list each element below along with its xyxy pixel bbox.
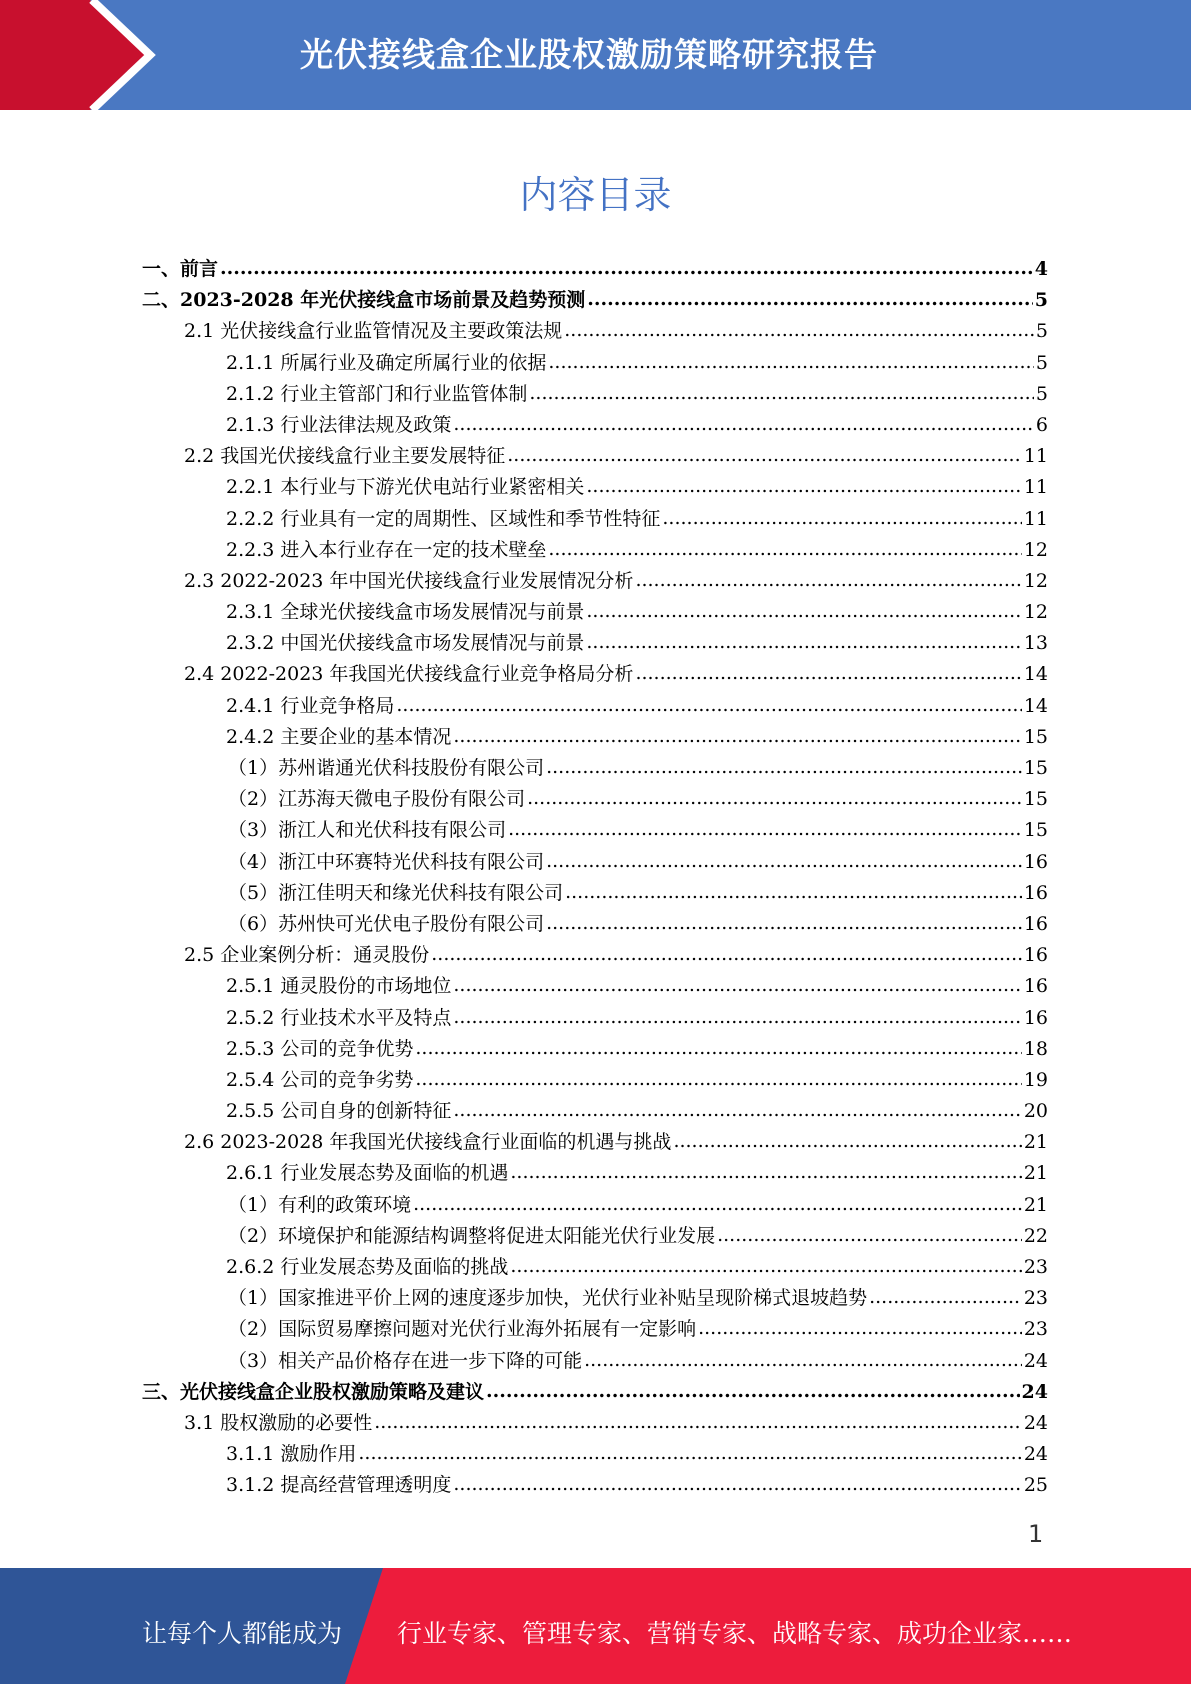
toc-entry[interactable]: [142, 784, 1048, 815]
toc-entry[interactable]: [142, 1252, 1048, 1283]
toc-entry[interactable]: [142, 1408, 1048, 1439]
toc-entry-label: 3.1.1 激励作用: [226, 1443, 357, 1466]
toc-entry-label: 2.1.2 行业主管部门和行业监管体制: [226, 382, 528, 405]
toc-entry[interactable]: [142, 285, 1048, 316]
toc-dot-leader: [586, 596, 1021, 627]
toc-entry-page: 15: [1023, 725, 1048, 748]
toc-entry-page: 16: [1023, 850, 1048, 873]
toc-entry[interactable]: [142, 909, 1048, 940]
toc-entry[interactable]: [142, 628, 1048, 659]
toc-entry[interactable]: [142, 316, 1048, 347]
toc-entry[interactable]: [142, 722, 1048, 753]
toc-entry-page: 20: [1023, 1100, 1048, 1123]
toc-entry[interactable]: [142, 566, 1048, 597]
toc-dot-leader: [431, 939, 1022, 970]
toc-entry-label: 2.5.2 行业技术水平及特点: [226, 1006, 452, 1029]
toc-entry[interactable]: [142, 1377, 1048, 1408]
toc-entry-page: 12: [1023, 569, 1048, 592]
toc-dot-leader: [586, 627, 1021, 658]
toc-entry-label: （1）苏州谐通光伏科技股份有限公司: [228, 757, 545, 779]
toc-entry-label: 2.5.4 公司的竞争劣势: [226, 1068, 414, 1091]
toc-entry-label: 2.2.3 进入本行业存在一定的技术壁垒: [226, 538, 547, 561]
toc-dot-leader: [453, 1002, 1021, 1033]
toc-entry[interactable]: [142, 1283, 1048, 1314]
report-title: 光伏接线盒企业股权激励策略研究报告: [300, 35, 878, 74]
toc-dot-leader: [546, 908, 1022, 939]
toc-dot-leader: [220, 253, 1033, 284]
toc-dot-leader: [453, 721, 1021, 752]
toc-entry[interactable]: [142, 940, 1048, 971]
toc-entry-page: 24: [1023, 1411, 1048, 1434]
toc-entry-page: 15: [1023, 819, 1048, 842]
toc-entry-page: 23: [1023, 1256, 1048, 1278]
toc-entry[interactable]: [142, 1314, 1048, 1345]
toc-entry-page: 23: [1023, 1287, 1048, 1310]
toc-dot-leader: [527, 783, 1022, 814]
toc-entry[interactable]: [142, 878, 1048, 909]
toc-entry-page: 16: [1023, 912, 1048, 935]
toc-entry-label: （3）浙江人和光伏科技有限公司: [228, 819, 507, 842]
toc-dot-leader: [546, 752, 1022, 783]
toc-dot-leader: [453, 1469, 1021, 1500]
toc-entry-label: 2.3.1 全球光伏接线盒市场发展情况与前景: [226, 601, 585, 624]
toc-entry[interactable]: [142, 1127, 1048, 1158]
toc-dot-leader: [510, 1251, 1021, 1282]
toc-entry-label: 2.3 2022-2023 年中国光伏接线盒行业发展情况分析: [184, 569, 634, 592]
toc-entry-label: 3.1.2 提高经营管理透明度: [226, 1474, 452, 1497]
toc-dot-leader: [374, 1407, 1022, 1438]
toc-dot-leader: [587, 284, 1033, 315]
toc-entry-label: （1）有利的政策环境: [228, 1193, 412, 1216]
toc-entry[interactable]: [142, 597, 1048, 628]
toc-entry-page: 22: [1023, 1224, 1048, 1247]
toc-entry[interactable]: [142, 1034, 1048, 1065]
toc-entry-page: 11: [1023, 445, 1048, 468]
toc-entry-label: 一、前言: [142, 258, 219, 280]
toc-heading: 内容目录: [519, 173, 672, 217]
toc-entry[interactable]: [142, 472, 1048, 503]
toc-dot-leader: [508, 814, 1022, 845]
toc-dot-leader: [396, 690, 1021, 721]
table-of-contents: [142, 254, 1048, 1502]
toc-entry-page: 5: [1035, 382, 1048, 405]
toc-dot-leader: [635, 658, 1021, 689]
toc-entry-page: 14: [1023, 694, 1048, 717]
toc-entry-page: 5: [1035, 351, 1048, 374]
toc-entry[interactable]: [142, 847, 1048, 878]
toc-dot-leader: [546, 846, 1022, 877]
toc-entry[interactable]: [142, 1439, 1048, 1470]
toc-entry[interactable]: [142, 1221, 1048, 1252]
toc-dot-leader: [453, 409, 1034, 440]
toc-dot-leader: [662, 503, 1021, 534]
toc-entry-label: 2.2.1 本行业与下游光伏电站行业紧密相关: [226, 476, 585, 499]
toc-entry-page: 19: [1023, 1068, 1048, 1091]
toc-dot-leader: [698, 1313, 1022, 1344]
toc-entry[interactable]: [142, 1003, 1048, 1034]
toc-entry[interactable]: [142, 348, 1048, 379]
toc-entry[interactable]: [142, 1346, 1048, 1377]
toc-entry-label: 2.4 2022-2023 年我国光伏接线盒行业竞争格局分析: [184, 663, 634, 686]
toc-entry-label: （2）江苏海天微电子股份有限公司: [228, 788, 526, 811]
toc-entry-page: 5: [1034, 289, 1048, 312]
toc-entry-page: 24: [1023, 1443, 1048, 1466]
toc-entry-page: 4: [1034, 258, 1048, 280]
toc-entry-label: （2）国际贸易摩擦问题对光伏行业海外拓展有一定影响: [228, 1318, 697, 1341]
toc-entry[interactable]: [142, 1190, 1048, 1221]
toc-entry-label: （4）浙江中环赛特光伏科技有限公司: [228, 850, 545, 873]
footer-slogan-right: 行业专家、管理专家、营销专家、战略专家、成功企业家……: [397, 1619, 1073, 1648]
toc-entry-page: 12: [1023, 538, 1048, 561]
toc-dot-leader: [673, 1126, 1021, 1157]
toc-entry-page: 24: [1023, 1349, 1048, 1372]
page-number: 1: [1028, 1520, 1044, 1548]
toc-entry-label: 2.4.1 行业竞争格局: [226, 694, 395, 717]
toc-entry-label: 2.2.2 行业具有一定的周期性、区域性和季节性特征: [226, 507, 661, 530]
toc-dot-leader: [584, 1345, 1022, 1376]
toc-entry-page: 13: [1023, 632, 1048, 655]
toc-entry-page: 6: [1035, 413, 1048, 436]
toc-entry-label: 2.4.2 主要企业的基本情况: [226, 725, 452, 748]
toc-entry-label: 2.3.2 中国光伏接线盒市场发展情况与前景: [226, 632, 585, 655]
toc-entry[interactable]: [142, 535, 1048, 566]
toc-entry-label: 2.1 光伏接线盒行业监管情况及主要政策法规: [184, 320, 563, 343]
toc-entry[interactable]: [142, 753, 1048, 784]
toc-entry[interactable]: [142, 1096, 1048, 1127]
toc-entry[interactable]: [142, 815, 1048, 846]
toc-entry[interactable]: [142, 691, 1048, 722]
toc-entry[interactable]: [142, 971, 1048, 1002]
toc-entry-page: 16: [1023, 975, 1048, 998]
toc-dot-leader: [358, 1438, 1021, 1469]
toc-entry-page: 21: [1023, 1193, 1048, 1216]
toc-dot-leader: [717, 1220, 1022, 1251]
toc-entry-page: 21: [1023, 1162, 1048, 1185]
toc-dot-leader: [548, 347, 1034, 378]
toc-entry-page: 18: [1023, 1037, 1048, 1060]
toc-dot-leader: [415, 1033, 1021, 1064]
toc-entry-page: 16: [1023, 1006, 1048, 1029]
toc-entry[interactable]: [142, 1158, 1048, 1189]
toc-dot-leader: [635, 565, 1021, 596]
toc-dot-leader: [586, 471, 1021, 502]
toc-entry[interactable]: [142, 410, 1048, 441]
toc-entry[interactable]: [142, 254, 1048, 285]
toc-entry-label: （6）苏州快可光伏电子股份有限公司: [228, 912, 545, 935]
toc-entry-page: 12: [1023, 601, 1048, 624]
toc-entry-label: 2.5.3 公司的竞争优势: [226, 1037, 414, 1060]
toc-entry-page: 21: [1023, 1131, 1048, 1154]
toc-entry-page: 11: [1023, 507, 1048, 530]
toc-entry-label: 2.5.5 公司自身的创新特征: [226, 1100, 452, 1123]
toc-entry[interactable]: [142, 441, 1048, 472]
toc-dot-leader: [510, 1157, 1021, 1188]
footer-slogan-left: 让每个人都能成为: [142, 1619, 343, 1648]
toc-entry-label: 2.6.2 行业发展态势及面临的挑战: [226, 1256, 509, 1278]
toc-entry-label: （2）环境保护和能源结构调整将促进太阳能光伏行业发展: [228, 1224, 716, 1247]
toc-entry-page: 5: [1035, 320, 1048, 343]
toc-dot-leader: [564, 315, 1034, 346]
toc-dot-leader: [529, 378, 1034, 409]
toc-entry[interactable]: [142, 1065, 1048, 1096]
toc-entry[interactable]: [142, 659, 1048, 690]
toc-entry-page: 11: [1023, 476, 1048, 499]
toc-dot-leader: [453, 1095, 1021, 1126]
toc-entry-page: 16: [1023, 944, 1048, 967]
toc-entry-page: 25: [1023, 1474, 1048, 1497]
toc-entry-label: （1）国家推进平价上网的速度逐步加快，光伏行业补贴呈现阶梯式退坡趋势: [228, 1287, 868, 1310]
toc-entry[interactable]: [142, 504, 1048, 535]
toc-entry-page: 23: [1023, 1318, 1048, 1341]
toc-dot-leader: [548, 534, 1021, 565]
toc-entry-label: 2.6.1 行业发展态势及面临的机遇: [226, 1162, 509, 1185]
toc-entry-page: 15: [1023, 757, 1048, 779]
toc-entry-label: 2.1.1 所属行业及确定所属行业的依据: [226, 351, 547, 374]
toc-entry-label: 2.6 2023-2028 年我国光伏接线盒行业面临的机遇与挑战: [184, 1131, 672, 1154]
toc-entry-label: 二、2023-2028 年光伏接线盒市场前景及趋势预测: [142, 289, 586, 312]
toc-entry-label: 3.1 股权激励的必要性: [184, 1411, 373, 1434]
toc-dot-leader: [413, 1189, 1022, 1220]
toc-entry[interactable]: [142, 1470, 1048, 1501]
toc-dot-leader: [453, 970, 1021, 1001]
toc-entry-label: 三、光伏接线盒企业股权激励策略及建议: [142, 1380, 485, 1403]
toc-entry-label: 2.1.3 行业法律法规及政策: [226, 413, 452, 436]
toc-dot-leader: [565, 877, 1022, 908]
toc-dot-leader: [486, 1376, 1020, 1407]
toc-entry-page: 14: [1023, 663, 1048, 686]
toc-dot-leader: [507, 440, 1022, 471]
toc-entry-label: （5）浙江佳明天和缘光伏科技有限公司: [228, 881, 564, 904]
toc-dot-leader: [415, 1064, 1021, 1095]
toc-entry[interactable]: [142, 379, 1048, 410]
toc-entry-page: 24: [1021, 1380, 1048, 1403]
toc-entry-page: 16: [1023, 881, 1048, 904]
toc-entry-label: 2.5.1 通灵股份的市场地位: [226, 975, 452, 998]
header-banner: [0, 0, 1191, 110]
toc-entry-label: 2.5 企业案例分析：通灵股份: [184, 944, 430, 967]
toc-dot-leader: [869, 1282, 1022, 1313]
toc-entry-label: 2.2 我国光伏接线盒行业主要发展特征: [184, 445, 506, 468]
toc-entry-label: （3）相关产品价格存在进一步下降的可能: [228, 1349, 583, 1372]
toc-entry-page: 15: [1023, 788, 1048, 811]
